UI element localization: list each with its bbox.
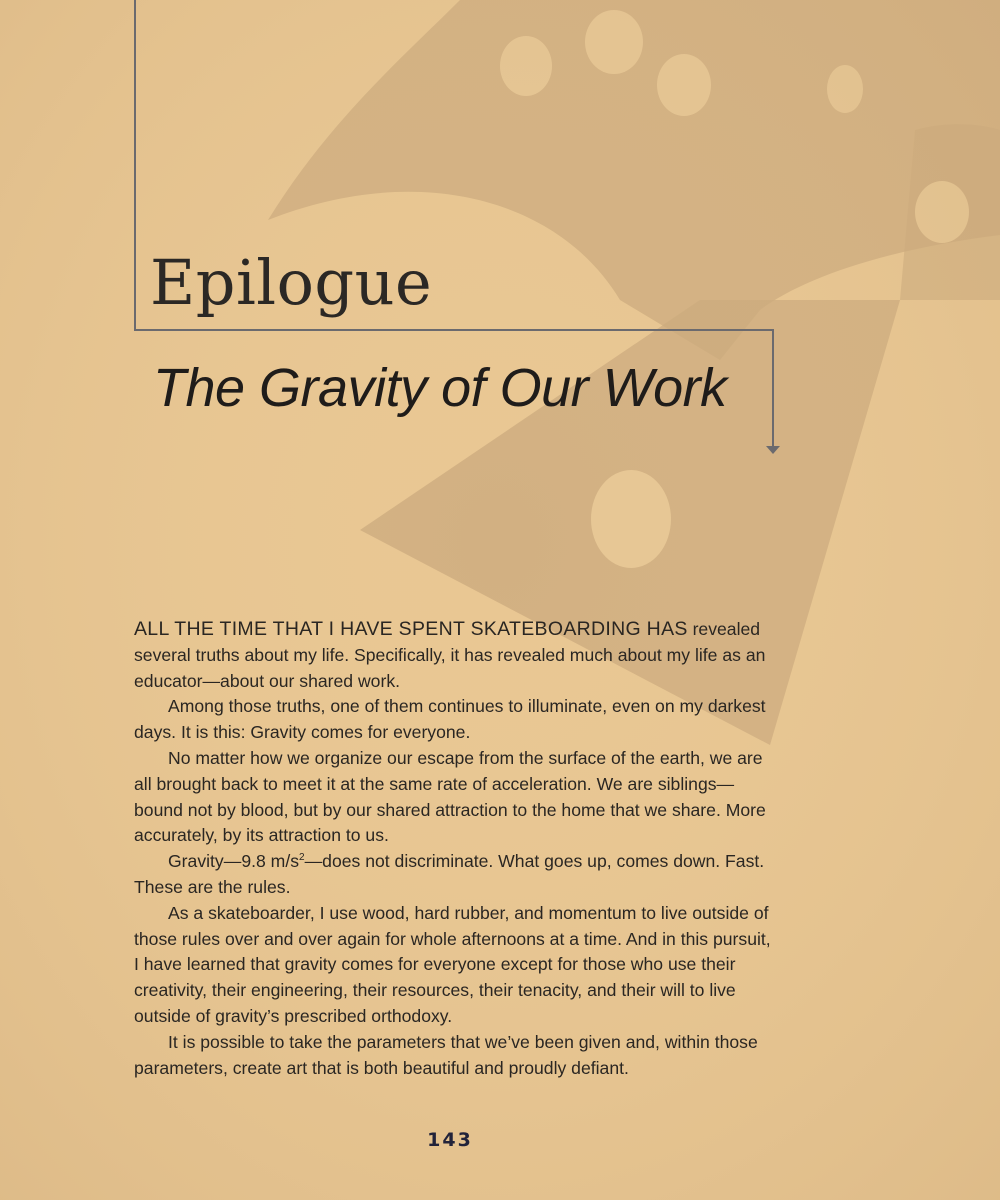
frame-line-right: [772, 329, 774, 447]
body-text: [134, 617, 774, 1081]
down-arrow-icon: [766, 446, 780, 454]
paragraph-1-text: revealed several truths about my life. Specifically, it has revealed much about my life as an educator—about our shared work.: [134, 619, 766, 691]
paragraph-6: It is possible to take the parameters that we’ve been given and, within those parameters, create art that is both beautiful and proudly defiant.: [134, 1031, 758, 1078]
chapter-heading: Epilogue: [150, 246, 433, 319]
frame-line-horizontal: [134, 329, 774, 331]
page-number: 143: [427, 1129, 473, 1151]
paragraph-4-text-a: Gravity—9.8 m/s: [168, 851, 299, 872]
paragraph-1: [134, 617, 774, 694]
paragraph-4: [134, 849, 774, 901]
lead-in-caps: ALL THE TIME THAT I HAVE SPENT SKATEBOARDING HAS: [134, 618, 688, 640]
frame-line-left: [134, 0, 136, 330]
paragraph-4-text-b: —does not discriminate. What goes up, comes down. Fast. These are the rules.: [134, 851, 765, 897]
paragraph-2: Among those truths, one of them continues to illuminate, even on my darkest days. It is this: Gravity comes for everyone.: [134, 696, 766, 743]
paragraph-3: No matter how we organize our escape from the surface of the earth, we are all brought back to meet it at the same rate of acceleration. We are siblings—bound not by blood, but by our shared attraction to the home that we share. More accurately, by its attraction to us.: [134, 747, 766, 846]
superscript-exponent: 2: [299, 852, 305, 864]
paragraph-5: As a skateboarder, I use wood, hard rubber, and momentum to live outside of those rules over and over again for whole afternoons at a time. And in this pursuit, I have learned that gravity comes for everyone except for those who use their creativity, their engineering, their resources, their tenacity, and their will to live outside of gravity’s prescribed orthodoxy.: [134, 902, 771, 1026]
chapter-title: The Gravity of Our Work: [153, 358, 727, 418]
